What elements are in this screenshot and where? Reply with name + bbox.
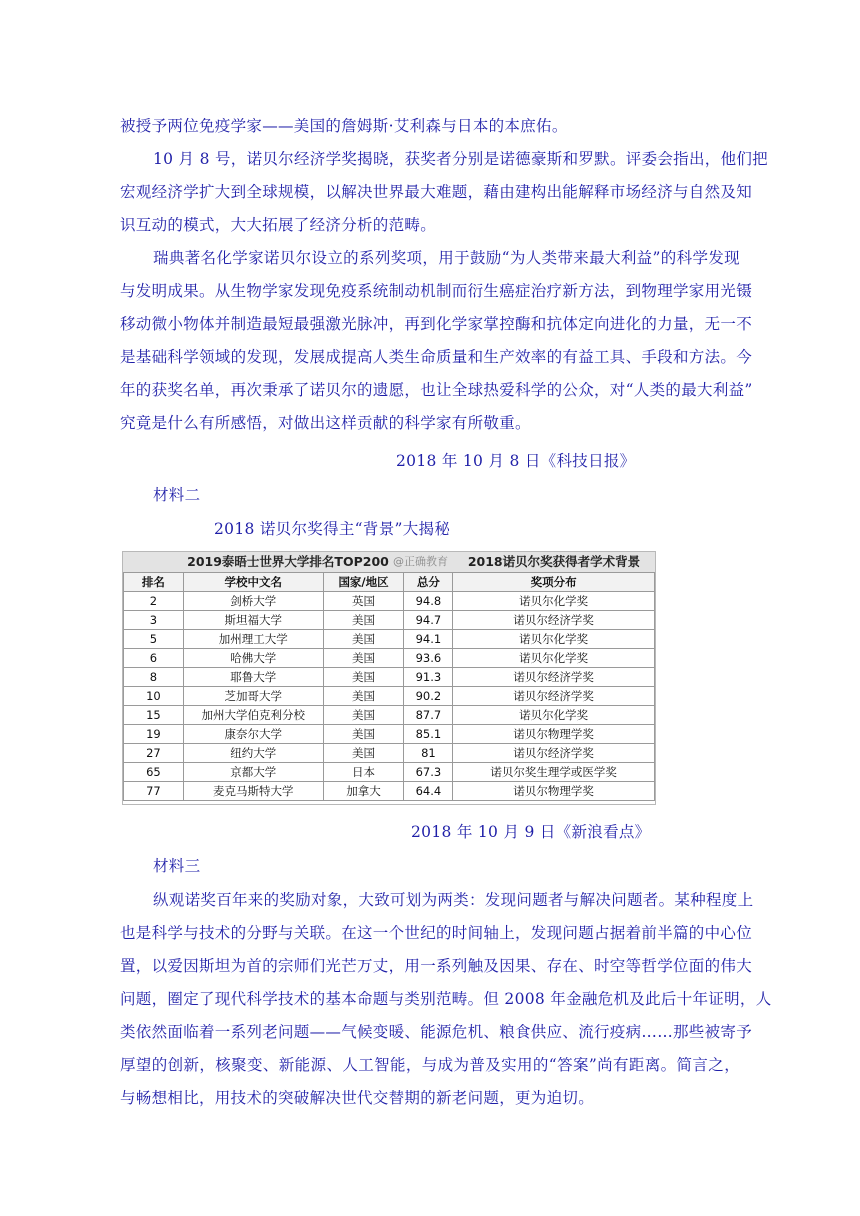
cell-score: 94.7 (404, 611, 453, 630)
cell-rank: 15 (124, 706, 184, 725)
watermark-text: @正确教育 (393, 555, 448, 568)
cell-award: 诺贝尔化学奖 (453, 649, 655, 668)
table-row (124, 649, 655, 668)
cell-rank: 3 (124, 611, 184, 630)
table-row (124, 668, 655, 687)
cell-score: 67.3 (404, 763, 453, 782)
paragraph-3-line-4: 是基础科学领域的发现，发展成提高人类生命质量和生产效率的有益工具、手段和方法。今 (120, 348, 753, 366)
paragraph-4-line-7: 与畅想相比，用技术的突破解决世代交替期的新老问题，更为迫切。 (120, 1089, 595, 1107)
paragraph-3-line-1: 瑞典著名化学家诺贝尔设立的系列奖项，用于鼓励“为人类带来最大利益”的科学发现 (153, 249, 740, 267)
cell-score: 90.2 (404, 687, 453, 706)
column-header-awards: 奖项分布 (453, 573, 655, 592)
cell-country: 美国 (323, 668, 404, 687)
paragraph-2-line-1: 10 月 8 号，诺贝尔经济学奖揭晓，获奖者分别是诺德豪斯和罗默。评委会指出，他们把 (153, 150, 768, 168)
material-2-label: 材料二 (153, 486, 201, 504)
table-row (124, 592, 655, 611)
cell-award: 诺贝尔经济学奖 (453, 687, 655, 706)
table-row (124, 763, 655, 782)
paragraph-4-line-6: 厚望的创新，核聚变、新能源、人工智能，与成为普及实用的“答案”尚有距离。简言之， (120, 1056, 740, 1074)
cell-score: 94.8 (404, 592, 453, 611)
cell-school: 康奈尔大学 (183, 725, 323, 744)
cell-rank: 6 (124, 649, 184, 668)
cell-country: 美国 (323, 744, 404, 763)
paragraph-4-line-1: 纵观诺奖百年来的奖励对象，大致可划为两类：发现问题者与解决问题者。某种程度上 (153, 891, 754, 909)
cell-score: 85.1 (404, 725, 453, 744)
cell-school: 加州理工大学 (183, 630, 323, 649)
cell-country: 美国 (323, 687, 404, 706)
cell-award: 诺贝尔经济学奖 (453, 611, 655, 630)
table-row (124, 706, 655, 725)
table-row (124, 611, 655, 630)
table-header-left: 2019泰晤士世界大学排名TOP200 (123, 552, 453, 572)
cell-award: 诺贝尔经济学奖 (453, 668, 655, 687)
cell-school: 耶鲁大学 (183, 668, 323, 687)
cell-score: 91.3 (404, 668, 453, 687)
cell-country: 美国 (323, 706, 404, 725)
cell-score: 81 (404, 744, 453, 763)
cell-rank: 27 (124, 744, 184, 763)
paragraph-2-line-3: 识互动的模式，大大拓展了经济分析的范畴。 (120, 216, 437, 234)
table-header-bar (123, 552, 655, 572)
paragraph-3-line-3: 移动微小物体并制造最短最强激光脉冲，再到化学家掌控酶和抗体定向进化的力量，无一不 (120, 315, 753, 333)
table-row (124, 725, 655, 744)
cell-school: 芝加哥大学 (183, 687, 323, 706)
table-column-headers (124, 573, 655, 592)
material-3-label: 材料三 (153, 857, 201, 875)
material-2-title: 2018 诺贝尔奖得主“背景”大揭秘 (214, 520, 451, 538)
cell-rank: 77 (124, 782, 184, 801)
cell-country: 加拿大 (323, 782, 404, 801)
cell-award: 诺贝尔化学奖 (453, 592, 655, 611)
cell-award: 诺贝尔物理学奖 (453, 725, 655, 744)
paragraph-3-line-5: 年的获奖名单，再次秉承了诺贝尔的遗愿，也让全球热爱科学的公众，对“人类的最大利益” (120, 381, 753, 399)
paragraph-2-line-2: 宏观经济学扩大到全球规模，以解决世界最大难题，藉由建构出能解释市场经济与自然及知 (120, 183, 753, 201)
paragraph-4-line-4: 问题，圈定了现代科学技术的基本命题与类别范畴。但 2008 年金融危机及此后十年证明，人 (120, 990, 772, 1008)
cell-country: 日本 (323, 763, 404, 782)
table-row (124, 782, 655, 801)
table-row (124, 687, 655, 706)
cell-award: 诺贝尔化学奖 (453, 706, 655, 725)
cell-school: 麦克马斯特大学 (183, 782, 323, 801)
ranking-grid (123, 572, 655, 801)
cell-award: 诺贝尔化学奖 (453, 630, 655, 649)
paragraph-4-line-3: 置，以爱因斯坦为首的宗师们光芒万丈，用一系列触及因果、存在、时空等哲学位面的伟大 (120, 957, 753, 975)
cell-country: 美国 (323, 630, 404, 649)
cell-school: 加州大学伯克利分校 (183, 706, 323, 725)
paragraph-3-line-2: 与发明成果。从生物学家发现免疫系统制动机制而衍生癌症治疗新方法，到物理学家用光镊 (120, 282, 753, 300)
paragraph-3-line-6: 究竟是什么有所感悟，对做出这样贡献的科学家有所敬重。 (120, 414, 531, 432)
cell-rank: 10 (124, 687, 184, 706)
cell-award: 诺贝尔经济学奖 (453, 744, 655, 763)
cell-country: 美国 (323, 649, 404, 668)
column-header-country: 国家/地区 (323, 573, 404, 592)
source-citation-2: 2018 年 10 月 9 日《新浪看点》 (411, 823, 651, 841)
cell-score: 94.1 (404, 630, 453, 649)
cell-rank: 8 (124, 668, 184, 687)
paragraph-4-line-5: 类依然面临着一系列老问题——气候变暖、能源危机、粮食供应、流行疫病……那些被寄予 (120, 1023, 753, 1041)
cell-rank: 19 (124, 725, 184, 744)
cell-school: 哈佛大学 (183, 649, 323, 668)
source-citation-1: 2018 年 10 月 8 日《科技日报》 (396, 452, 636, 470)
column-header-rank: 排名 (124, 573, 184, 592)
cell-country: 美国 (323, 725, 404, 744)
cell-award: 诺贝尔奖生理学或医学奖 (453, 763, 655, 782)
cell-score: 87.7 (404, 706, 453, 725)
cell-award: 诺贝尔物理学奖 (453, 782, 655, 801)
cell-rank: 5 (124, 630, 184, 649)
column-header-score: 总分 (404, 573, 453, 592)
cell-country: 英国 (323, 592, 404, 611)
university-ranking-table (122, 551, 656, 805)
cell-school: 斯坦福大学 (183, 611, 323, 630)
paragraph-4-line-2: 也是科学与技术的分野与关联。在这一个世纪的时间轴上，发现问题占据着前半篇的中心位 (120, 924, 753, 942)
paragraph-1-line-1: 被授予两位免疫学家——美国的詹姆斯·艾利森与日本的本庶佑。 (120, 117, 568, 135)
cell-score: 64.4 (404, 782, 453, 801)
cell-school: 纽约大学 (183, 744, 323, 763)
table-row (124, 744, 655, 763)
cell-score: 93.6 (404, 649, 453, 668)
cell-school: 京都大学 (183, 763, 323, 782)
cell-rank: 65 (124, 763, 184, 782)
cell-school: 剑桥大学 (183, 592, 323, 611)
table-row (124, 630, 655, 649)
table-header-right: 2018诺贝尔奖获得者学术背景 (453, 552, 655, 572)
cell-rank: 2 (124, 592, 184, 611)
column-header-school: 学校中文名 (183, 573, 323, 592)
cell-country: 美国 (323, 611, 404, 630)
